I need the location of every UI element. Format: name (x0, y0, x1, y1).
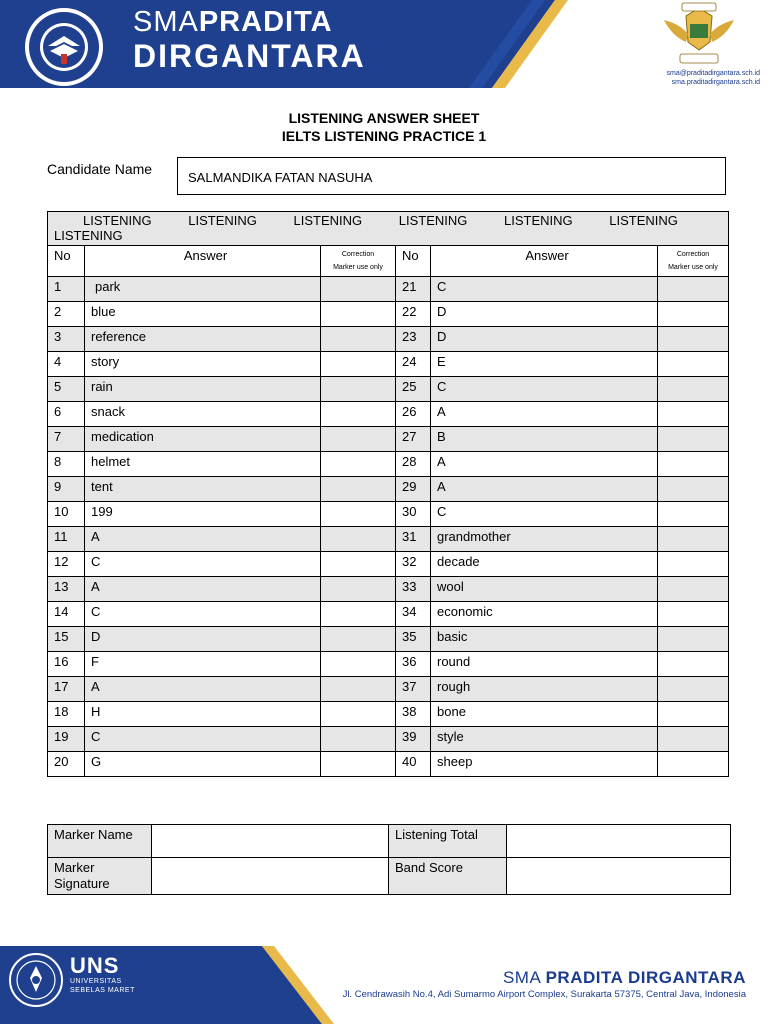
table-row (48, 702, 729, 727)
question-number-right: 33 (396, 577, 431, 602)
question-number-right: 32 (396, 552, 431, 577)
answer-cell-right[interactable]: decade (431, 552, 658, 577)
uns-line2: SEBELAS MARET (70, 987, 135, 994)
table-row (48, 727, 729, 752)
correction-cell-right[interactable] (658, 752, 729, 777)
table-row (48, 627, 729, 652)
question-number-left: 4 (48, 352, 85, 377)
correction-cell-right[interactable] (658, 377, 729, 402)
correction-cell-left[interactable] (321, 302, 396, 327)
correction-cell-left[interactable] (321, 477, 396, 502)
uns-seal-icon (8, 952, 64, 1008)
question-number-right: 22 (396, 302, 431, 327)
question-number-right: 35 (396, 627, 431, 652)
answer-cell-left[interactable]: C (85, 552, 321, 577)
header-marker-only-right: Marker use only (668, 264, 718, 271)
question-number-left: 18 (48, 702, 85, 727)
answer-cell-right[interactable]: C (431, 377, 658, 402)
question-number-right: 39 (396, 727, 431, 752)
banner-word: LISTENING (188, 213, 257, 228)
correction-cell-right[interactable] (658, 577, 729, 602)
question-number-left: 7 (48, 427, 85, 452)
correction-cell-left[interactable] (321, 502, 396, 527)
listening-total-label: Listening Total (389, 825, 507, 858)
correction-cell-left[interactable] (321, 552, 396, 577)
answer-cell-left[interactable]: story (85, 352, 321, 377)
question-number-left: 5 (48, 377, 85, 402)
correction-cell-right[interactable] (658, 452, 729, 477)
header-answer-left: Answer (85, 246, 321, 277)
table-row (48, 677, 729, 702)
contact-email[interactable]: sma@praditadirgantara.sch.id (666, 70, 760, 77)
sheet-subtitle: IELTS LISTENING PRACTICE 1 (281, 128, 487, 144)
answer-cell-left[interactable]: H (85, 702, 321, 727)
school-name-light: SMA (133, 6, 199, 38)
answer-cell-left[interactable]: reference (85, 327, 321, 352)
answer-cell-left[interactable]: park (85, 277, 321, 302)
answer-cell-right[interactable]: style (431, 727, 658, 752)
answer-cell-left[interactable]: C (85, 727, 321, 752)
answer-cell-left[interactable]: tent (85, 477, 321, 502)
answer-cell-right[interactable]: economic (431, 602, 658, 627)
answer-cell-right[interactable]: E (431, 352, 658, 377)
school-emblem-icon (20, 6, 108, 88)
answer-cell-right[interactable]: wool (431, 577, 658, 602)
listening-total-field[interactable] (507, 825, 731, 858)
header-marker-only-left: Marker use only (333, 264, 383, 271)
question-number-right: 26 (396, 402, 431, 427)
answer-cell-right[interactable]: D (431, 327, 658, 352)
table-row (48, 652, 729, 677)
correction-cell-right[interactable] (658, 327, 729, 352)
question-number-right: 29 (396, 477, 431, 502)
marker-row-2 (48, 858, 731, 895)
correction-cell-right[interactable] (658, 677, 729, 702)
question-number-left: 15 (48, 627, 85, 652)
answer-table (47, 211, 729, 777)
banner-word: LISTENING (83, 213, 152, 228)
candidate-name-label: Candidate Name (47, 161, 153, 177)
table-row (48, 552, 729, 577)
answer-cell-left[interactable]: G (85, 752, 321, 777)
correction-cell-left[interactable] (321, 627, 396, 652)
listening-banner-row (48, 212, 729, 246)
correction-cell-left[interactable] (321, 402, 396, 427)
answer-cell-right[interactable]: A (431, 477, 658, 502)
question-number-right: 27 (396, 427, 431, 452)
answer-rows (48, 277, 729, 777)
answer-cell-left[interactable]: blue (85, 302, 321, 327)
contact-info (640, 70, 760, 88)
school-name-bold: PRADITA (198, 6, 333, 38)
question-number-right: 25 (396, 377, 431, 402)
candidate-name-value: SALMANDIKA FATAN NASUHA (188, 170, 373, 185)
answer-cell-right[interactable]: bone (431, 702, 658, 727)
correction-cell-right[interactable] (658, 627, 729, 652)
correction-cell-left[interactable] (321, 352, 396, 377)
answer-cell-right[interactable]: basic (431, 627, 658, 652)
footer-address: Jl. Cendrawasih No.4, Adi Sumarmo Airport Complex, Surakarta 57375, Central Java, Indonesia (342, 989, 746, 1000)
table-row (48, 577, 729, 602)
answer-cell-right[interactable]: rough (431, 677, 658, 702)
marker-signature-field[interactable] (152, 858, 389, 895)
table-row (48, 327, 729, 352)
marker-signature-label-1: Marker (54, 860, 95, 875)
correction-cell-right[interactable] (658, 402, 729, 427)
header-correction-right: Correction (676, 251, 710, 258)
correction-cell-left[interactable] (321, 452, 396, 477)
footer-school-bold: PRADITA DIRGANTARA (545, 968, 746, 987)
uns-short: UNS (70, 953, 120, 978)
correction-cell-left[interactable] (321, 327, 396, 352)
answer-cell-left[interactable]: medication (85, 427, 321, 452)
correction-cell-left[interactable] (321, 527, 396, 552)
answer-cell-left[interactable]: helmet (85, 452, 321, 477)
header-no-right: No (396, 246, 431, 277)
question-number-left: 20 (48, 752, 85, 777)
question-number-left: 6 (48, 402, 85, 427)
correction-cell-left[interactable] (321, 652, 396, 677)
table-row (48, 377, 729, 402)
correction-cell-left[interactable] (321, 752, 396, 777)
correction-cell-right[interactable] (658, 302, 729, 327)
answer-cell-right[interactable]: C (431, 502, 658, 527)
yayasan-logo-icon (660, 2, 738, 68)
marker-name-label: Marker Name (48, 825, 152, 858)
answer-cell-right[interactable]: round (431, 652, 658, 677)
marker-name-field[interactable] (152, 825, 389, 858)
question-number-left: 19 (48, 727, 85, 752)
question-number-left: 13 (48, 577, 85, 602)
table-row (48, 277, 729, 302)
answer-table-header (48, 246, 729, 277)
table-row (48, 502, 729, 527)
table-row (48, 452, 729, 477)
sheet-title: LISTENING ANSWER SHEET (288, 110, 480, 126)
correction-cell-right[interactable] (658, 652, 729, 677)
answer-cell-right[interactable]: sheep (431, 752, 658, 777)
correction-cell-left[interactable] (321, 727, 396, 752)
banner-word: LISTENING (398, 213, 468, 228)
question-number-left: 3 (48, 327, 85, 352)
footer-school-name (503, 968, 746, 988)
question-number-left: 8 (48, 452, 85, 477)
answer-cell-left[interactable]: C (85, 602, 321, 627)
question-number-right: 30 (396, 502, 431, 527)
header-no-left: No (48, 246, 85, 277)
correction-cell-right[interactable] (658, 477, 729, 502)
marker-table (47, 824, 731, 895)
table-row (48, 527, 729, 552)
question-number-left: 10 (48, 502, 85, 527)
table-row (48, 602, 729, 627)
correction-cell-left[interactable] (321, 702, 396, 727)
question-number-left: 1 (48, 277, 85, 302)
header-answer-right: Answer (431, 246, 658, 277)
question-number-left: 16 (48, 652, 85, 677)
correction-cell-right[interactable] (658, 277, 729, 302)
correction-cell-right[interactable] (658, 727, 729, 752)
correction-cell-left[interactable] (321, 427, 396, 452)
answer-cell-right[interactable]: A (431, 452, 658, 477)
header-correction-left: Correction (341, 251, 375, 258)
question-number-left: 12 (48, 552, 85, 577)
question-number-right: 34 (396, 602, 431, 627)
school-name-line2: DIRGANTARA (133, 38, 366, 74)
footer-school-light: SMA (502, 968, 541, 987)
answer-cell-right[interactable]: A (431, 402, 658, 427)
question-number-left: 9 (48, 477, 85, 502)
correction-cell-left[interactable] (321, 602, 396, 627)
question-number-right: 37 (396, 677, 431, 702)
correction-cell-left[interactable] (321, 377, 396, 402)
question-number-left: 2 (48, 302, 85, 327)
correction-cell-left[interactable] (321, 577, 396, 602)
marker-signature-label-2: Signature (54, 876, 110, 891)
answer-cell-left[interactable]: snack (85, 402, 321, 427)
answer-cell-left[interactable]: A (85, 577, 321, 602)
question-number-right: 21 (396, 277, 431, 302)
correction-cell-right[interactable] (658, 527, 729, 552)
question-number-right: 36 (396, 652, 431, 677)
answer-cell-left[interactable]: A (85, 677, 321, 702)
table-row (48, 402, 729, 427)
candidate-name-field[interactable] (177, 157, 726, 195)
marker-signature-label (48, 858, 152, 895)
answer-cell-left[interactable]: D (85, 627, 321, 652)
table-row (48, 427, 729, 452)
band-score-label: Band Score (389, 858, 507, 895)
answer-cell-left[interactable]: A (85, 527, 321, 552)
correction-cell-right[interactable] (658, 427, 729, 452)
answer-cell-left[interactable]: 199 (85, 502, 321, 527)
correction-cell-left[interactable] (321, 677, 396, 702)
table-row (48, 352, 729, 377)
answer-cell-right[interactable]: D (431, 302, 658, 327)
marker-row-1 (48, 825, 731, 858)
correction-cell-right[interactable] (658, 552, 729, 577)
answer-cell-left[interactable]: rain (85, 377, 321, 402)
question-number-right: 23 (396, 327, 431, 352)
table-row (48, 752, 729, 777)
table-row (48, 302, 729, 327)
banner-word: LISTENING (609, 213, 678, 228)
correction-cell-right[interactable] (658, 602, 729, 627)
uns-line1: UNIVERSITAS (70, 978, 122, 985)
school-name (133, 8, 366, 72)
answer-cell-right[interactable]: C (431, 277, 658, 302)
listening-banner (48, 212, 729, 246)
banner-word: LISTENING (504, 213, 573, 228)
answer-cell-left[interactable]: F (85, 652, 321, 677)
question-number-right: 28 (396, 452, 431, 477)
contact-website[interactable]: sma.praditadirgantara.sch.id (671, 78, 760, 86)
question-number-left: 11 (48, 527, 85, 552)
header-marker-left (321, 246, 396, 277)
question-number-left: 17 (48, 677, 85, 702)
question-number-left: 14 (48, 602, 85, 627)
question-number-right: 40 (396, 752, 431, 777)
question-number-right: 24 (396, 352, 431, 377)
page-header (0, 0, 768, 100)
correction-cell-right[interactable] (658, 702, 729, 727)
question-number-right: 31 (396, 527, 431, 552)
correction-cell-left[interactable] (321, 277, 396, 302)
band-score-field[interactable] (507, 858, 731, 895)
uns-name (70, 955, 135, 995)
correction-cell-right[interactable] (658, 502, 729, 527)
question-number-right: 38 (396, 702, 431, 727)
answer-cell-right[interactable]: grandmother (431, 527, 658, 552)
banner-word: LISTENING (293, 213, 363, 228)
table-row (48, 477, 729, 502)
header-marker-right (658, 246, 729, 277)
correction-cell-right[interactable] (658, 352, 729, 377)
answer-cell-right[interactable]: B (431, 427, 658, 452)
banner-word-last: LISTENING (54, 228, 123, 243)
